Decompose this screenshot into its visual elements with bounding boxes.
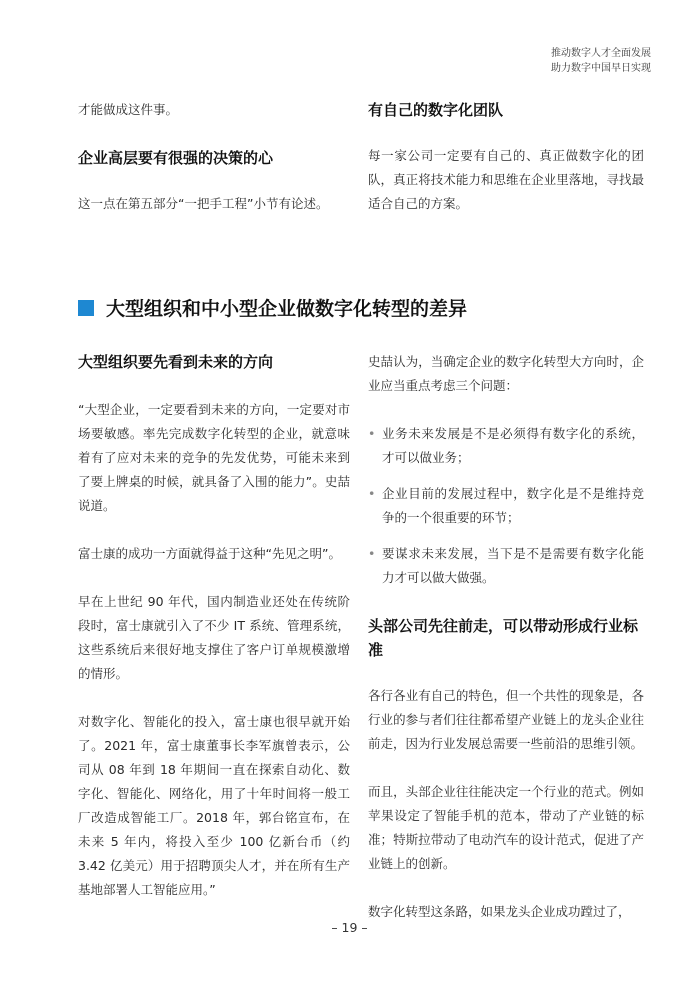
- top-right-column: [368, 98, 644, 216]
- list-item: [368, 542, 644, 590]
- list-item: [368, 422, 644, 470]
- top-left-column: [78, 98, 358, 216]
- paragraph: 而且，头部企业往往能决定一个行业的范式。例如苹果设定了智能手机的范本，带动了产业链的标准；特斯拉带动了电动汽车的设计范式，促进了产业链上的创新。: [368, 784, 644, 871]
- page-number: – 19 –: [331, 920, 368, 935]
- paragraph: 史喆认为，当确定企业的数字化转型大方向时，企业应当重点考虑三个问题：: [368, 354, 644, 393]
- paragraph: “大型企业，一定要看到未来的方向，一定要对市场要敏感。率先完成数字化转型的企业，就意味着有了应对未来的竞争的先发优势，可能未来到了要上牌桌的时候，就具备了入围的能力”。史喆说道。: [78, 402, 350, 513]
- paragraph: 早在上世纪 90 年代，国内制造业还处在传统阶段时，富士康就引入了不少 IT 系统、管理系统，这些系统后来很好地支撑住了客户订单规模激增的情形。: [78, 594, 350, 681]
- subheading: 企业高层要有很强的决策的心: [78, 149, 274, 167]
- list-item-text: 要谋求未来发展，当下是不是需要有数字化能力才可以做大做强。: [382, 546, 644, 585]
- bullet-icon: •: [368, 546, 376, 561]
- right-column: [368, 350, 644, 924]
- section-title-text: 大型组织和中小型企业做数字化转型的差异: [106, 298, 468, 320]
- section-marker-icon: [78, 300, 94, 316]
- paragraph: 各行各业有自己的特色，但一个共性的现象是，各行业的参与者们往往都希望产业链上的龙头企业往前走，因为行业发展总需要一些前沿的思维引领。: [368, 688, 644, 751]
- left-column: [78, 350, 350, 902]
- bullet-icon: •: [368, 426, 376, 441]
- header-line-2: 助力数字中国早日实现: [551, 63, 651, 74]
- list-item-text: 业务未来发展是不是必须得有数字化的系统，才可以做业务；: [382, 426, 644, 465]
- paragraph: 这一点在第五部分“一把手工程”小节有论述。: [78, 196, 329, 211]
- paragraph: 每一家公司一定要有自己的、真正做数字化的团队，真正将技术能力和思维在企业里落地，寻找最适合自己的方案。: [368, 148, 644, 211]
- subheading: 大型组织要先看到未来的方向: [78, 353, 274, 371]
- running-header: [551, 46, 651, 76]
- paragraph: 对数字化、智能化的投入，富士康也很早就开始了。2021 年，富士康董事长李军旗曾表示，公司从 08 年到 18 年期间一直在探索自动化、数字化、智能化、网络化，用了十年时间将一般工厂改造成智能工厂。2018 年，郭台铭宣布，在未来 5 年内，将投入至少 100 亿新台币（约 3.42 亿美元）用于招聘顶尖人才，并在所有生产基地部署人工智能应用。”: [78, 714, 350, 897]
- list-item-text: 企业目前的发展过程中，数字化是不是维持竞争的一个很重要的环节；: [382, 486, 644, 525]
- paragraph: 数字化转型这条路，如果龙头企业成功蹚过了，: [368, 904, 631, 919]
- bullet-icon: •: [368, 486, 376, 501]
- paragraph: 富士康的成功一方面就得益于这种“先见之明”。: [78, 546, 341, 561]
- list-item: [368, 482, 644, 530]
- bullet-list: [368, 422, 644, 590]
- subheading: 有自己的数字化团队: [368, 101, 504, 119]
- section-title: [78, 294, 467, 321]
- subheading: 头部公司先往前走，可以带动形成行业标准: [368, 617, 639, 659]
- header-line-1: 推动数字人才全面发展: [551, 48, 651, 59]
- paragraph: 才能做成这件事。: [78, 102, 179, 117]
